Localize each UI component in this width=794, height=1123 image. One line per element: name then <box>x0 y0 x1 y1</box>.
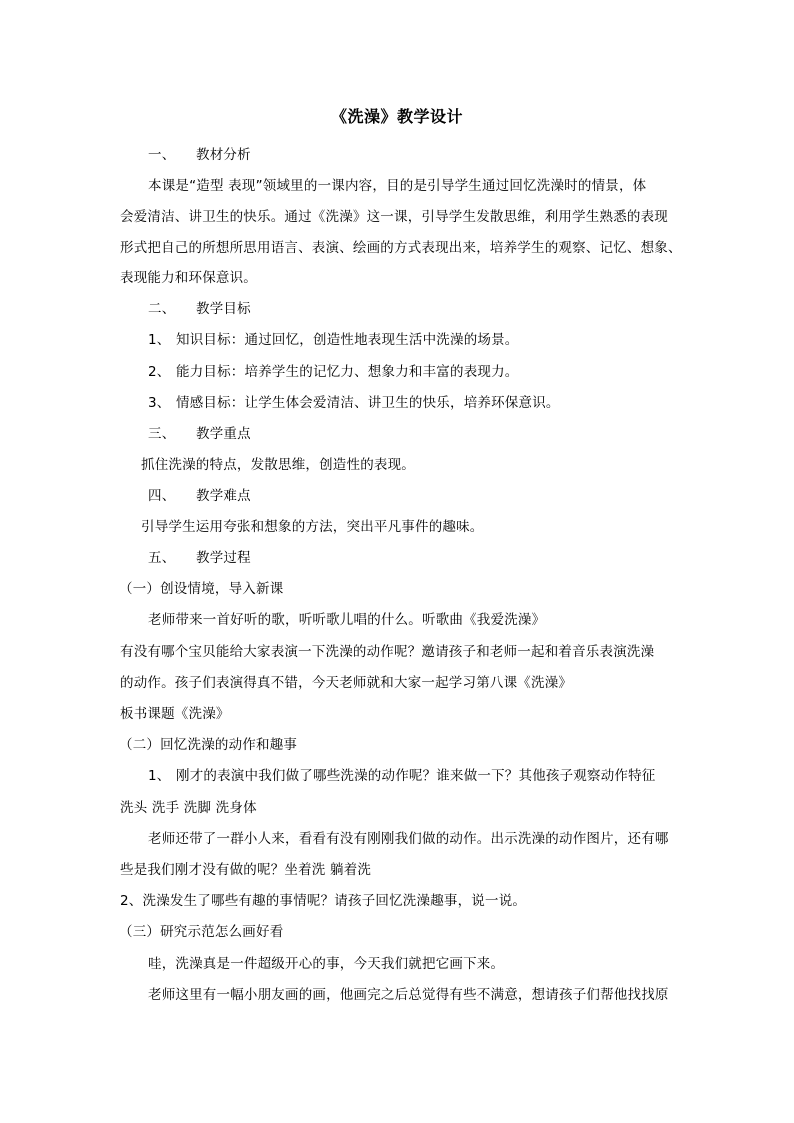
section-heading-4 <box>148 487 251 505</box>
section-number: 二、 <box>148 301 176 317</box>
step-item-number: 1、 <box>148 768 171 784</box>
paragraph-line: 表现能力和环保意识。 <box>120 270 257 286</box>
paragraph-line: 洗头 洗手 洗脚 洗身体 <box>120 800 257 816</box>
document-title: 《洗澡》教学设计 <box>330 107 463 126</box>
step-heading-2: （二）回忆洗澡的动作和趣事 <box>119 737 298 753</box>
goal-item <box>148 363 519 381</box>
paragraph-line: 形式把自己的所想所思用语言、表演、绘画的方式表现出来，培养学生的观察、记忆、想象、 <box>120 240 682 256</box>
section-heading-3 <box>148 425 251 443</box>
section-title: 教材分析 <box>196 147 251 163</box>
paragraph-line: 有没有哪个宝贝能给大家表演一下洗澡的动作呢？邀请孩子和老师一起和着音乐表演洗澡 <box>120 644 655 660</box>
paragraph-line: 些是我们刚才没有做的呢？坐着洗 躺着洗 <box>120 862 372 878</box>
goal-text: 能力目标：培养学生的记忆力、想象力和丰富的表现力。 <box>176 364 519 380</box>
section-number: 五、 <box>148 550 176 566</box>
paragraph-line: 本课是“造型 表现”领域里的一课内容，目的是引导学生通过回忆洗澡时的情景，体 <box>148 178 647 194</box>
section-number: 四、 <box>148 488 176 504</box>
paragraph-line: 哇，洗澡真是一件超级开心的事，今天我们就把它画下来。 <box>148 956 505 972</box>
step-item-text: 刚才的表演中我们做了哪些洗澡的动作呢？谁来做一下？其他孩子观察动作特征 <box>176 768 656 784</box>
section-title: 教学重点 <box>196 426 251 442</box>
goal-item <box>148 331 519 349</box>
section-title: 教学难点 <box>196 488 251 504</box>
paragraph-line: 老师这里有一幅小朋友画的画，他画完之后总觉得有些不满意，想请孩子们帮他找找原 <box>148 987 669 1003</box>
paragraph-line: 引导学生运用夸张和想象的方法，突出平凡事件的趣味。 <box>141 519 484 535</box>
goal-item <box>148 394 560 412</box>
step-item <box>148 767 656 785</box>
step-heading-3: （三）研究示范怎么画好看 <box>119 924 284 940</box>
paragraph-line: 板书课题《洗澡》 <box>120 706 230 722</box>
goal-number: 2、 <box>148 364 171 380</box>
step-heading-1: （一）创设情境，导入新课 <box>119 581 284 597</box>
section-heading-2 <box>148 300 251 318</box>
paragraph-line: 老师还带了一群小人来，看看有没有刚刚我们做的动作。出示洗澡的动作图片，还有哪 <box>148 831 669 847</box>
section-number: 一、 <box>148 147 176 163</box>
section-heading-5 <box>148 549 251 567</box>
section-title: 教学目标 <box>196 301 251 317</box>
paragraph-line: 的动作。孩子们表演得真不错，今天老师就和大家一起学习第八课《洗澡》 <box>120 675 573 691</box>
section-title: 教学过程 <box>196 550 251 566</box>
section-number: 三、 <box>148 426 176 442</box>
paragraph-line: 老师带来一首好听的歌，听听歌儿唱的什么。听歌曲《我爱洗澡》 <box>148 612 546 628</box>
goal-number: 1、 <box>148 332 171 348</box>
paragraph-line: 会爱清洁、讲卫生的快乐。通过《洗澡》这一课，引导学生发散思维，利用学生熟悉的表现 <box>120 209 668 225</box>
paragraph-line: 2、洗澡发生了哪些有趣的事情呢？请孩子回忆洗澡趣事，说一说。 <box>120 893 527 909</box>
section-heading-1 <box>148 146 251 164</box>
paragraph-line: 抓住洗澡的特点，发散思维，创造性的表现。 <box>141 457 415 473</box>
goal-number: 3、 <box>148 395 171 411</box>
goal-text: 情感目标：让学生体会爱清洁、讲卫生的快乐，培养环保意识。 <box>176 395 560 411</box>
goal-text: 知识目标：通过回忆，创造性地表现生活中洗澡的场景。 <box>176 332 519 348</box>
